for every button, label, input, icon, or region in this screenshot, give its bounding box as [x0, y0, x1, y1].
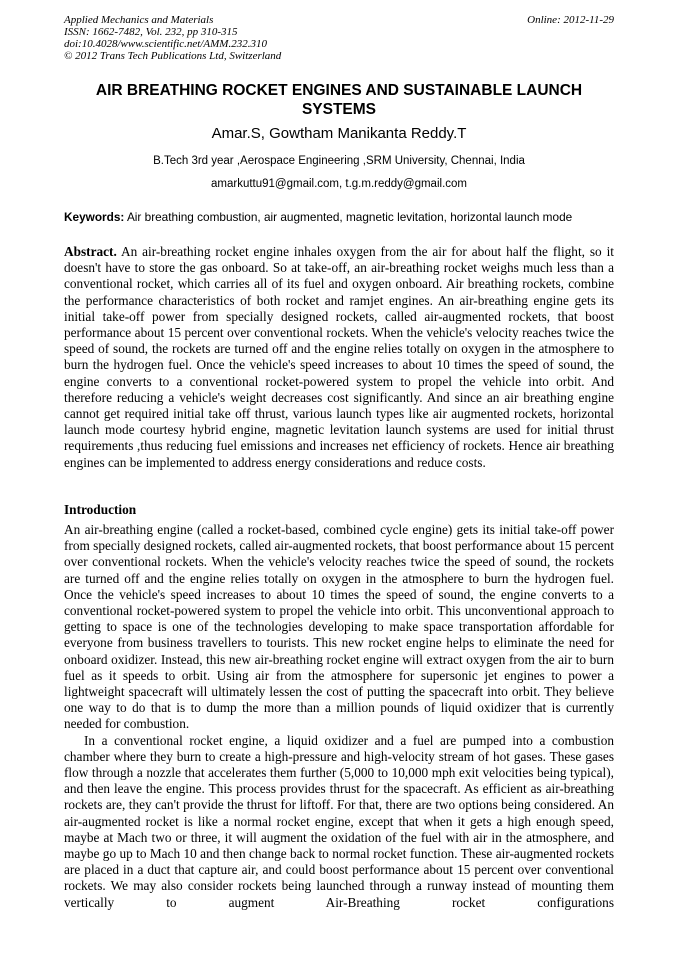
- section-heading-introduction: Introduction: [64, 502, 137, 517]
- journal-header: [64, 14, 424, 62]
- author-affiliation: B.Tech 3rd year ,Aerospace Engineering ,SRM University, Chennai, India: [153, 155, 525, 167]
- keywords-label: Keywords:: [64, 210, 125, 224]
- journal-name: Applied Mechanics and Materials: [64, 14, 214, 26]
- copyright-line: © 2012 Trans Tech Publications Ltd, Switzerland: [64, 50, 282, 62]
- issn-line: ISSN: 1662-7482, Vol. 232, pp 310-315: [64, 26, 238, 38]
- paragraph: An air-breathing engine (called a rocket-based, combined cycle engine) gets its initial take-off power from specially designed rockets, called air-augmented rockets, that boost performance about 15 percent over conventional rockets. When the vehicle's velocity reaches twice the speed of sound, the rockets are turned off and the engine relies totally on oxygen in the atmosphere to burn the hydrogen fuel. Once the vehicle's speed increases to about 10 times the speed of sound, the engine converts to a conventional rocket-powered system to propel the vehicle into orbit. This unconventional approach to getting to space is one of the technologies developing to make space transportation affordable for everyone from business travellers to tourists. This new rocket engine helps to eliminate the need for onboard oxidizer. Instead, this new air-breathing rocket engine will extract oxygen from the air to burn fuel as it speeds to orbit. Using air from the atmosphere for supersonic jet engines to power a lightweight spacecraft will ultimately lessen the cost of putting the spacecraft into orbit. They believe one way to do that is to dump the more than a million pounds of liquid oxidizer that is currently needed for combustion.: [64, 522, 614, 732]
- abstract-text: An air-breathing rocket engine inhales oxygen from the air for about half the flight, so it doesn't have to store the gas onboard. So at take-off, an air-breathing rocket weighs much less than a conventional rocket, which carries all of its fuel and oxygen onboard. Air breathing rockets, combine the performance characteristics of both rocket and ramjet engines. An air-breathing engine gets its initial take-off power from specially designed rockets, called air-augmented rockets, that boost performance about 15 percent over conventional rockets. When the vehicle's velocity reaches twice the speed of sound, the rockets are turned off and the engine relies totally on oxygen in the atmosphere to burn the hydrogen fuel. Once the vehicle's speed increases to about 10 times the speed of sound, the engine converts to a conventional rocket-powered system to propel the vehicle into orbit. And therefore reducing a vehicle's weight decreases cost significantly. And since an air breathing engine cannot get required initial take off thrust, various launch types like air augmented rockets, horizontal launch mode courtesy hybrid engine, magnetic levitation launch systems are used for initial thrust requirements ,thus reducing fuel emissions and increases net efficiency of rockets. Hence air breathing engines can be implemented to address energy considerations and reduce costs.: [64, 244, 614, 470]
- doi-line: doi:10.4028/www.scientific.net/AMM.232.310: [64, 38, 267, 50]
- paper-title: AIR BREATHING ROCKET ENGINES AND SUSTAINABLE LAUNCH SYSTEMS: [95, 82, 583, 118]
- abstract: [64, 244, 614, 471]
- author-emails: amarkuttu91@gmail.com, t.g.m.reddy@gmail.com: [211, 178, 467, 190]
- abstract-label: Abstract.: [64, 244, 117, 259]
- paper-authors: Amar.S, Gowtham Manikanta Reddy.T: [211, 125, 467, 142]
- online-date: Online: 2012-11-29: [527, 14, 614, 26]
- keywords-text: Air breathing combustion, air augmented, magnetic levitation, horizontal launch mode: [124, 210, 573, 224]
- introduction-body: [64, 522, 614, 911]
- paragraph: In a conventional rocket engine, a liquid oxidizer and a fuel are pumped into a combustion chamber where they burn to create a high-pressure and high-velocity stream of hot gases. These gases flow through a nozzle that accelerates them further (5,000 to 10,000 mph exit velocities being typical), and then leave the engine. This process provides thrust for the spacecraft. As efficient as air-breathing rockets are, they can't provide the thrust for liftoff. For that, there are two options being considered. An air-augmented rocket is like a normal rocket engine, except that when it gets a high enough speed, maybe at Mach two or three, it will augment the oxidation of the fuel with air in the atmosphere, and maybe go up to Mach 10 and then change back to normal rocket function. These air-augmented rockets are placed in a duct that capture air, and could boost performance about 15 percent over conventional rockets. We may also consider rockets being launched through a runway instead of mounting them vertically to augment Air-Breathing rocket configurations: [64, 732, 614, 910]
- keywords-line: [64, 210, 624, 224]
